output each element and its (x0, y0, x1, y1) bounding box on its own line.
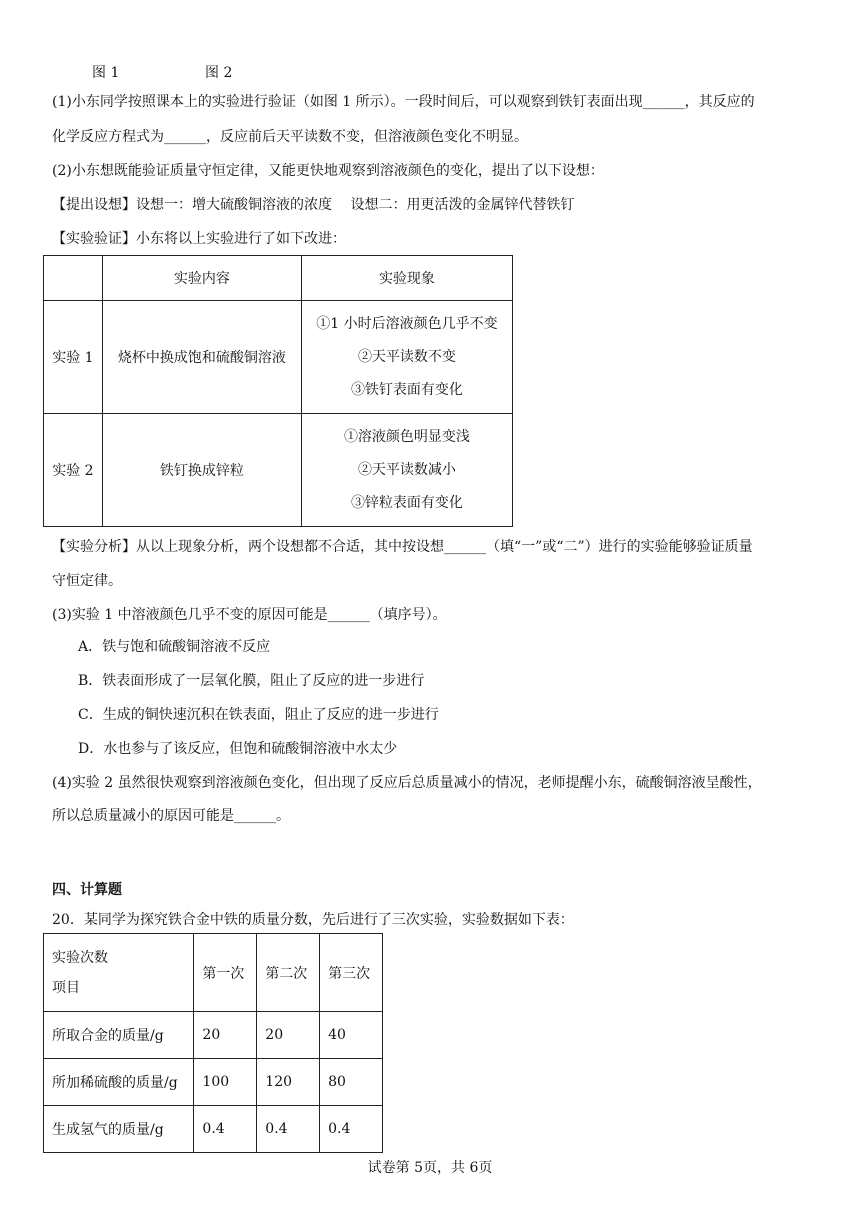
q4-line1: (4)实验 2 虽然很快观察到溶液颜色变化，但出现了反应后总质量减小的情况，老师提醒小东，硫酸铜溶液呈酸性， (52, 775, 762, 791)
row-label: 所取合金的质量/g (44, 1012, 194, 1059)
observation-item: ③锌粒表面有变化 (350, 494, 463, 511)
q2-verify: 【实验验证】小东将以上实验进行了如下改进： (52, 231, 346, 247)
observation-item: ③铁钉表面有变化 (350, 381, 463, 398)
cell-value: 40 (320, 1012, 383, 1059)
cell-value: 80 (320, 1059, 383, 1106)
cell-value: 20 (257, 1012, 320, 1059)
page-footer: 试卷第 5页，共 6页 (367, 1160, 493, 1176)
observation-item: ①1 小时后溶液颜色几乎不变 (316, 315, 498, 332)
col-header: 第一次 (194, 934, 257, 1012)
cell-value: 0.4 (194, 1106, 257, 1153)
experiment-table (43, 255, 513, 527)
q3-option-c: C．生成的铜快速沉积在铁表面，阻止了反应的进一步进行 (78, 707, 439, 723)
analysis-line2: 守恒定律。 (52, 573, 122, 589)
cell-value: 0.4 (320, 1106, 383, 1153)
col-header: 第二次 (257, 934, 320, 1012)
figure-2-caption: 图 2 (205, 65, 233, 81)
q3-stem: (3)实验 1 中溶液颜色几乎不变的原因可能是______（填序号）。 (52, 607, 447, 623)
data-table (43, 933, 383, 1153)
row-content: 烧杯中换成饱和硫酸铜溶液 (102, 301, 301, 414)
observation-item: ②天平读数不变 (357, 348, 456, 365)
q4-line2: 所以总质量减小的原因可能是______。 (52, 808, 290, 824)
q2-line1: (2)小东想既能验证质量守恒定律，又能更快地观察到溶液颜色的变化，提出了以下设想： (52, 163, 604, 179)
row-label: 所加稀硫酸的质量/g (44, 1059, 194, 1106)
observation-item: ①溶液颜色明显变浅 (343, 428, 470, 445)
row-name: 实验 2 (44, 414, 103, 527)
cell-value: 20 (194, 1012, 257, 1059)
q20-stem: 20．某同学为探究铁合金中铁的质量分数，先后进行了三次实验，实验数据如下表： (52, 912, 574, 928)
table-row (44, 1012, 383, 1059)
cell-value: 0.4 (257, 1106, 320, 1153)
header-cell-content: 实验内容 (102, 256, 301, 301)
header-cell-observation: 实验现象 (301, 256, 512, 301)
analysis-line1: 【实验分析】从以上现象分析，两个设想都不合适，其中按设想______（填“一”或“二”）进行的实验能够验证质量 (52, 539, 753, 555)
table-row (44, 414, 513, 527)
col-header: 第三次 (320, 934, 383, 1012)
q3-option-a: A．铁与饱和硫酸铜溶液不反应 (78, 639, 271, 655)
corner-bottom-label: 项目 (52, 979, 80, 996)
row-content: 铁钉换成锌粒 (102, 414, 301, 527)
cell-value: 120 (257, 1059, 320, 1106)
section-title: 四、计算题 (52, 882, 122, 898)
table-row (44, 1106, 383, 1153)
q1-line1: (1)小东同学按照课本上的实验进行验证（如图 1 所示）。一段时间后，可以观察到铁钉表面出现______，其反应的 (52, 94, 755, 110)
q3-option-d: D．水也参与了该反应，但饱和硫酸铜溶液中水太少 (78, 741, 398, 757)
q2-hypothesis: 【提出设想】设想一：增大硫酸铜溶液的浓度 设想二：用更活泼的金属锌代替铁钉 (52, 197, 575, 213)
row-observations (301, 301, 512, 414)
corner-top-label: 实验次数 (52, 949, 108, 966)
corner-cell (44, 934, 194, 1012)
row-name: 实验 1 (44, 301, 103, 414)
table-row (44, 301, 513, 414)
figure-1-caption: 图 1 (92, 65, 120, 81)
table-row (44, 1059, 383, 1106)
table-header-row (44, 256, 513, 301)
observation-item: ②天平读数减小 (357, 461, 456, 478)
row-label: 生成氢气的质量/g (44, 1106, 194, 1153)
q1-line2: 化学反应方程式为______，反应前后天平读数不变，但溶液颜色变化不明显。 (52, 129, 528, 145)
table-header-row (44, 934, 383, 1012)
cell-value: 100 (194, 1059, 257, 1106)
q3-option-b: B．铁表面形成了一层氧化膜，阻止了反应的进一步进行 (78, 673, 425, 689)
row-observations (301, 414, 512, 527)
header-cell-empty (44, 256, 103, 301)
